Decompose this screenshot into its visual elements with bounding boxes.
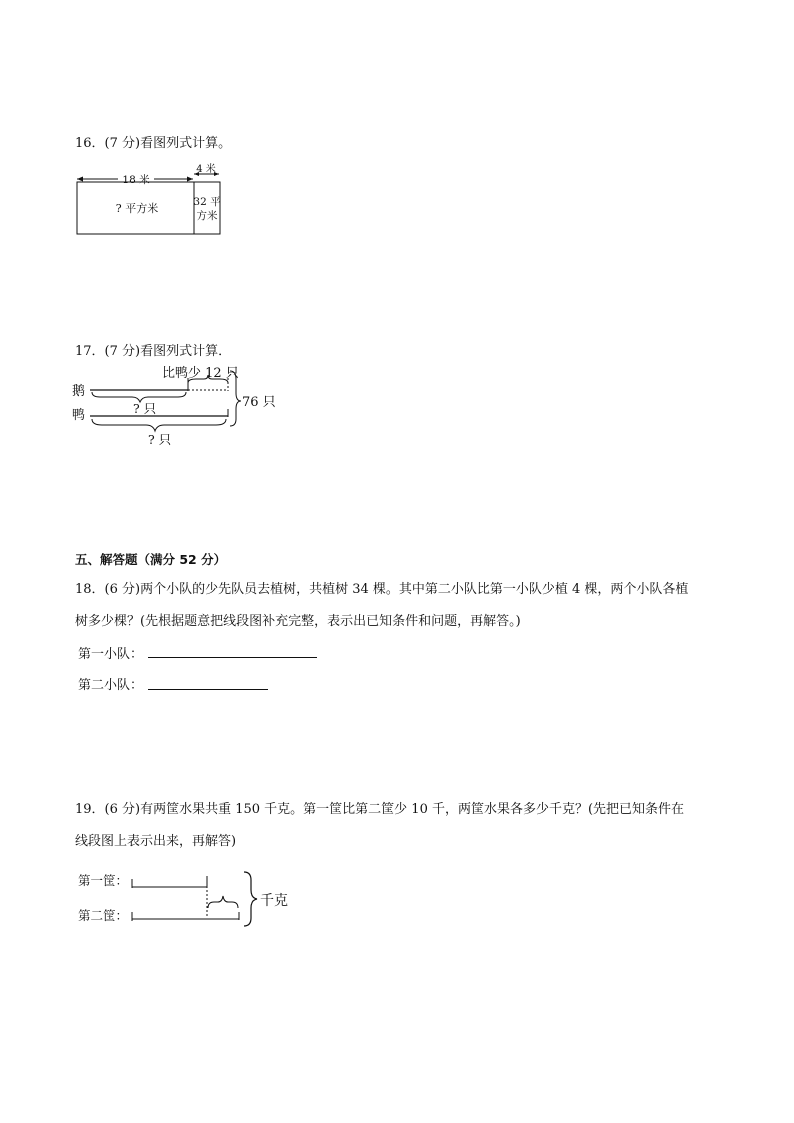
difference-label: 比鸭少 12 只 [162, 366, 239, 381]
duck-label: 鸭 [72, 408, 86, 423]
q17-segment-diagram [70, 363, 280, 453]
duck-unknown-label: ? 只 [148, 432, 172, 447]
goose-label: 鹅 [72, 384, 86, 399]
big-area-label: ? 平方米 [115, 202, 159, 215]
q18-text-line1: 18．(6 分)两个小队的少先队员去植树，共植树 34 棵。其中第二小队比第一小队少植 4 棵，两个小队各植 [75, 582, 689, 597]
team1-label: 第一小队： [78, 647, 144, 662]
team2-label: 第二小队： [78, 678, 144, 693]
team2-segment [148, 689, 268, 690]
q16-text: 16．(7 分)看图列式计算。 [75, 136, 232, 151]
basket2-label: 第二筐： [78, 908, 129, 923]
q16-rectangle-diagram [74, 162, 226, 240]
team1-segment [148, 657, 317, 658]
q18-text-line2: 树多少棵？(先根据题意把线段图补充完整，表示出已知条件和问题，再解答。) [75, 614, 521, 629]
width-4-label: 4 米 [196, 164, 216, 175]
q17-text: 17．(7 分)看图列式计算． [75, 344, 232, 359]
small-rectangle [194, 182, 220, 234]
difference-brace [208, 896, 238, 908]
section-title: 五、解答题（满分 52 分） [75, 552, 227, 567]
width-18-label: 18 米 [122, 174, 150, 186]
arrow-right-icon [187, 177, 193, 182]
duck-brace [92, 419, 226, 431]
q19-text-line2: 线段图上表示出来，再解答) [75, 834, 237, 849]
arrow-left-icon [77, 177, 83, 182]
goose-unknown-label: ? 只 [133, 401, 157, 416]
total-brace [244, 872, 257, 926]
small-area-label-line1: 32 平 [193, 196, 221, 208]
small-area-label-line2: 方米 [196, 210, 218, 222]
unit-label: 千克 [260, 893, 288, 909]
q19-text-line1: 19．(6 分)有两筐水果共重 150 千克。第一筐比第二筐少 10 千，两筐水果各多少千克？(先把已知条件在 [75, 802, 685, 817]
q19-segment-diagram [76, 868, 306, 928]
total-label: 76 只 [242, 395, 276, 410]
basket1-label: 第一筐： [78, 873, 129, 888]
